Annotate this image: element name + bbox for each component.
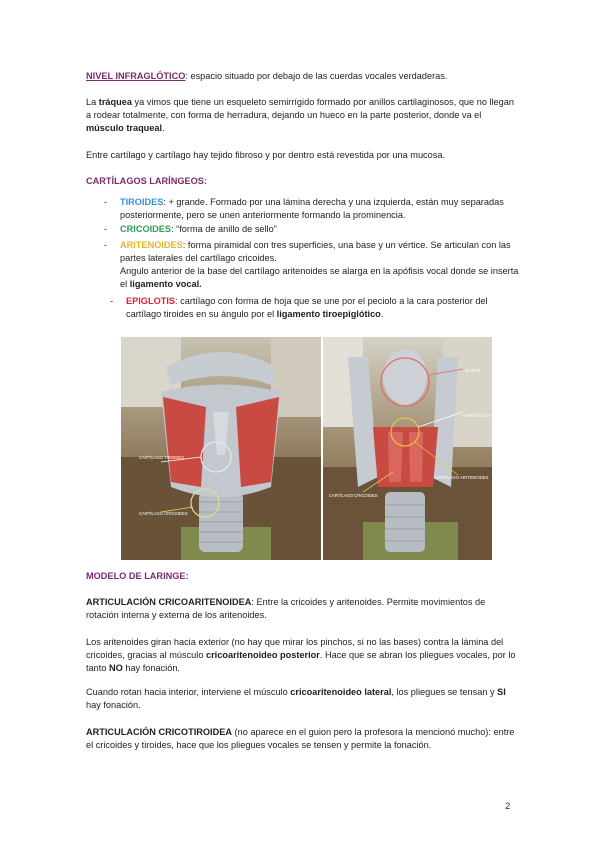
bullet-dash: -	[104, 240, 108, 250]
infraglotico-text: : espacio situado por debajo de las cuerdas vocales verdaderas.	[185, 71, 448, 81]
larynx-photos	[121, 337, 508, 560]
larynx-photo-back	[323, 337, 508, 560]
tiroides-text: : + grande. Formado por una lámina derecha y una izquierda, están muy separadas posteriormente, pero se unen anteriormente formando la prominencia.	[120, 197, 504, 220]
label-right-cricoides: CARTÍLAGO CRICOIDES	[329, 493, 378, 498]
cricotiroidea-bold: ARTICULACIÓN CRICOTIROIDEA	[86, 727, 232, 737]
epiglotis-end: .	[380, 309, 384, 319]
epiglotis-text: : cartílago con forma de hoja que se une por el peciolo a la cara posterior del cartílago tiroides en su ángulo por el	[126, 296, 488, 319]
interior-text-mid: , los pliegues se tensan y	[391, 687, 498, 697]
modelo-heading-colon: :	[185, 571, 189, 581]
traquea-text-end: .	[162, 123, 165, 133]
label-left-tiroides: CARTÍLAGO TIROIDES	[139, 455, 184, 460]
modelo-laringe-heading	[86, 570, 516, 583]
rotacion-exterior-paragraph	[86, 636, 516, 675]
label-right-aritenoides: CARTÍLAGO ARITENOIDES	[435, 475, 489, 480]
no-bold: NO	[109, 663, 123, 673]
cricoaritenoideo-lateral-bold: cricoaritenoideo lateral	[290, 687, 392, 697]
rotacion-interior-paragraph	[86, 686, 516, 712]
page-number: 2	[505, 801, 511, 812]
bullet-dash: -	[110, 296, 114, 306]
traquea-paragraph	[86, 96, 516, 135]
infraglotico-paragraph	[86, 70, 516, 83]
tejido-paragraph: Entre cartílago y cartílago hay tejido fibroso y por dentro está revestida por una mucosa.	[86, 150, 446, 160]
cartilagos-heading: CARTÍLAGOS LARÍNGEOS:	[86, 176, 207, 186]
cricotiroidea-paragraph	[86, 726, 516, 752]
larynx-photo-front	[121, 337, 321, 560]
label-right-glotis: GLOTIS	[465, 368, 481, 373]
epiglotis-label: EPIGLOTIS	[126, 296, 176, 306]
si-bold: SI	[497, 687, 506, 697]
exterior-text-end: hay fonación.	[122, 663, 180, 673]
label-left-cricoides: CARTÍLAGO CRICOIDES	[139, 511, 188, 516]
cricoides-label: CRICOIDES	[120, 224, 172, 234]
cricoaritenoidea-paragraph	[86, 596, 516, 622]
interior-text-end: hay fonación.	[86, 700, 141, 710]
cricotiroidea-text: (no aparece en el guion pero la profesora la mencionó mucho): entre el cricoides y tiroides, hace que los pliegues vocales se tensen y permite la fonación.	[86, 727, 515, 750]
bullet-dash: -	[104, 224, 108, 234]
musculo-traqueal-bold: músculo traqueal	[86, 123, 163, 133]
exterior-text-start: Los aritenoides giran hacia exterior (no hay que mirar los pinchos, si no las bases) contra la lámina del cricoides, gracias al músculo	[86, 637, 504, 660]
exterior-text-mid: . Hace que se abran los pliegues vocales, por lo tanto	[86, 650, 516, 673]
ligamento-vocal-bold: ligamento vocal.	[129, 279, 202, 289]
label-right-tiroides: CARTÍLAGO TIROIDES	[463, 413, 508, 418]
traquea-bold: tráquea	[98, 97, 132, 107]
aritenoides-text: : forma piramidal con tres superficies, una base y un vértice. Se articulan con las partes laterales del cartílago cricoides.	[120, 240, 511, 263]
interior-text-start: Cuando rotan hacia interior, interviene el músculo	[86, 687, 291, 697]
traquea-text-mid: ya vimos que tiene un esqueleto semirrígido formado por anillos cartilaginosos, que no llegan a rodear totalmente, con forma de herradura, dejando un hueco en la parte posterior, donde va el	[86, 97, 514, 120]
cricoaritenoidea-text: : Entre la cricoides y aritenoides. Permite movimientos de rotación interna y externa de los aritenoides.	[86, 597, 486, 620]
infraglotico-heading: NIVEL INFRAGLÓTICO	[86, 71, 186, 81]
aritenoides-label: ARITENOIDES	[120, 240, 183, 250]
ligamento-tiroepiglotico-bold: ligamento tiroepiglótico	[276, 309, 381, 319]
bullet-dash: -	[104, 197, 108, 207]
cricoaritenoidea-bold: ARTICULACIÓN CRICOARITENOIDEA	[86, 597, 252, 607]
tiroides-label: TIROIDES	[120, 197, 164, 207]
aritenoides-extra: Angulo anterior de la base del cartílago aritenoides se alarga en la apófisis vocal donde se inserta el	[120, 266, 519, 289]
modelo-heading-text: MODELO DE LARINGE	[86, 571, 186, 581]
cricoides-text: : “forma de anillo de sello”	[171, 224, 277, 234]
traquea-text-start: La	[86, 97, 99, 107]
cricoaritenoideo-posterior-bold: cricoaritenoideo posterior	[206, 650, 320, 660]
